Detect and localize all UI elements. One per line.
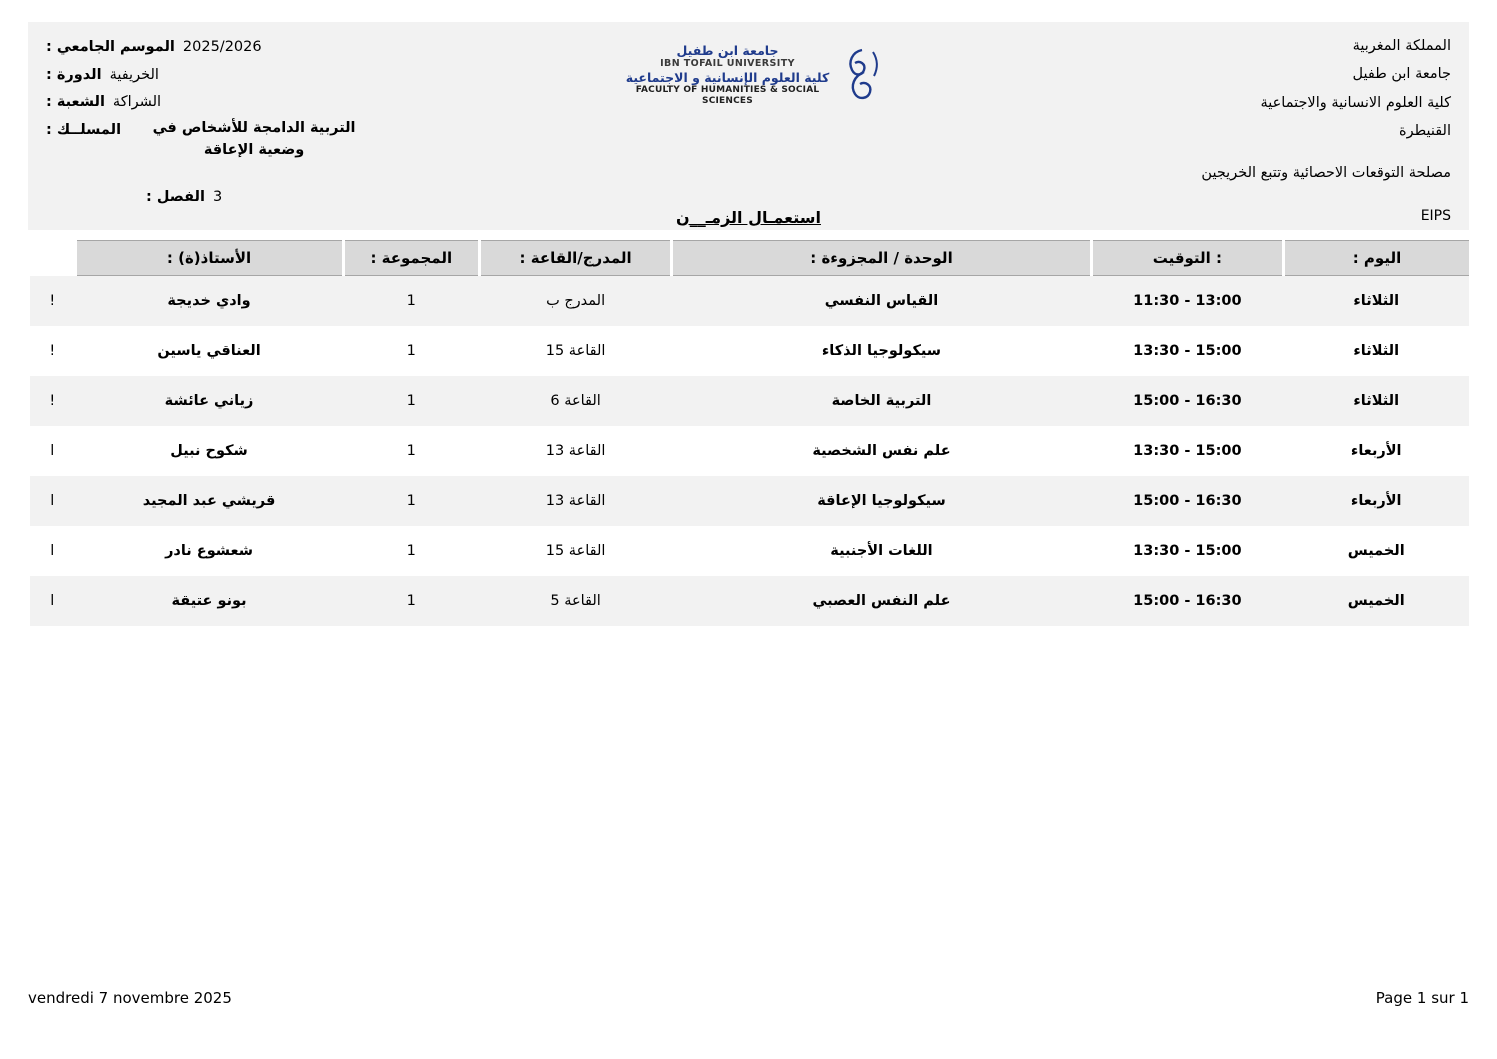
cell-room: القاعة 15 xyxy=(545,543,606,559)
session-value: الخريفية xyxy=(109,66,159,83)
cell-day: الأربعاء xyxy=(1350,443,1402,459)
cell-professor: وادي خديجة xyxy=(167,293,251,309)
table-row xyxy=(30,426,1470,476)
cell-professor: شكوح نبيل xyxy=(170,443,248,459)
timetable-header-row xyxy=(30,241,1470,276)
table-row xyxy=(30,276,1470,327)
cell-professor: شعشوع نادر xyxy=(165,543,253,559)
institution-line-4: القنيطرة xyxy=(1398,122,1451,139)
session-label: الدورة : xyxy=(46,66,102,83)
column-header-unit: الوحدة / المجزوءة : xyxy=(672,241,1092,276)
institution-line-5: مصلحة التوقعات الاحصائية وتتبع الخريجين xyxy=(1201,165,1451,182)
cell-margin-mark: ! xyxy=(49,343,56,359)
cell-time: 13:30 - 15:00 xyxy=(1133,543,1242,559)
institution-line-3: كلية العلوم الانسانية والاجتماعية xyxy=(1260,94,1451,111)
cell-professor: زياني عائشة xyxy=(164,393,254,409)
institution-line-2: جامعة ابن طفيل xyxy=(1352,66,1451,83)
cell-time: 13:30 - 15:00 xyxy=(1133,343,1242,359)
institution-code: EIPS xyxy=(1420,208,1451,224)
cell-group: 1 xyxy=(406,293,416,309)
institution-line-1: المملكة المغربية xyxy=(1352,38,1451,54)
track-value: التربية الدامجة للأشخاص في وضعية الإعاقة xyxy=(152,119,356,159)
cell-room: القاعة 15 xyxy=(545,343,606,359)
institution-block xyxy=(1061,32,1451,187)
table-row xyxy=(30,376,1470,426)
cell-group: 1 xyxy=(406,493,416,509)
cell-professor: بونو عتيقة xyxy=(171,593,247,609)
cell-margin-mark: ا xyxy=(50,593,55,609)
timetable xyxy=(28,240,1469,626)
cell-margin-mark: ا xyxy=(50,493,55,509)
cell-group: 1 xyxy=(406,543,416,559)
cell-margin-mark: ا xyxy=(50,543,55,559)
cell-day: الخميس xyxy=(1347,543,1405,559)
track-row xyxy=(46,117,446,162)
page-title: استعمـال الزمـ__ن xyxy=(676,208,821,227)
semester-value: 3 xyxy=(212,188,223,205)
column-header-day: اليوم : xyxy=(1283,241,1469,276)
cell-room: القاعة 5 xyxy=(550,593,601,609)
document-header xyxy=(28,22,1469,230)
university-logo xyxy=(614,40,884,110)
cell-day: الأربعاء xyxy=(1350,493,1402,509)
cell-room: القاعة 6 xyxy=(550,393,601,409)
cell-time: 11:30 - 13:00 xyxy=(1133,293,1242,309)
cell-professor: قريشي عبد المجيد xyxy=(142,493,276,509)
cell-room: المدرج ب xyxy=(546,293,606,309)
table-row xyxy=(30,526,1470,576)
cell-unit: اللغات الأجنبية xyxy=(830,543,933,559)
branch-row xyxy=(46,89,446,117)
cell-professor: العناقي ياسين xyxy=(157,343,261,359)
cell-unit: سيكولوجيا الذكاء xyxy=(821,343,942,359)
logo-arabic-line-2: كلية العلوم الإنسانية و الاجتماعية xyxy=(625,69,830,85)
column-header-spacer xyxy=(30,241,76,276)
semester-label: الفصل : xyxy=(146,188,205,205)
column-header-professor: الأستاذ(ة) : xyxy=(75,241,343,276)
logo-english-line-1: IBN TOFAIL UNIVERSITY xyxy=(660,58,795,70)
cell-unit: علم نفس الشخصية xyxy=(812,443,951,459)
column-header-room: المدرج/القاعة : xyxy=(480,241,672,276)
cell-day: الثلاثاء xyxy=(1353,343,1400,359)
table-row xyxy=(30,326,1470,376)
cell-group: 1 xyxy=(406,393,416,409)
logo-arabic-line-1: جامعة ابن طفيل xyxy=(676,42,779,58)
column-header-group: المجموعة : xyxy=(343,241,480,276)
cell-time: 15:00 - 16:30 xyxy=(1133,593,1242,609)
cell-unit: التربية الخاصة xyxy=(831,393,932,409)
cell-room: القاعة 13 xyxy=(545,493,606,509)
table-row xyxy=(30,576,1470,626)
cell-day: الثلاثاء xyxy=(1353,293,1400,309)
timetable-body xyxy=(30,276,1470,627)
session-row xyxy=(46,62,446,90)
cell-margin-mark: ا xyxy=(50,443,55,459)
cell-group: 1 xyxy=(406,443,416,459)
cell-room: القاعة 13 xyxy=(545,443,606,459)
cell-group: 1 xyxy=(406,593,416,609)
cell-unit: سيكولوجيا الإعاقة xyxy=(817,493,946,509)
academic-year-value: 2025/2026 xyxy=(182,39,262,55)
logo-mark-icon xyxy=(842,46,884,104)
column-header-time: التوقيت : xyxy=(1091,241,1283,276)
cell-day: الخميس xyxy=(1347,593,1405,609)
branch-label: الشعبة : xyxy=(46,94,105,111)
semester-row xyxy=(46,184,446,212)
cell-margin-mark: ! xyxy=(49,393,56,409)
track-label: المسلــك : xyxy=(46,121,122,138)
table-row xyxy=(30,476,1470,526)
footer-page-number: Page 1 sur 1 xyxy=(1375,989,1469,1007)
cell-day: الثلاثاء xyxy=(1353,393,1400,409)
cell-time: 15:00 - 16:30 xyxy=(1133,493,1242,509)
course-meta-block xyxy=(46,34,446,211)
academic-year-label: الموسم الجامعي : xyxy=(46,39,175,55)
cell-group: 1 xyxy=(406,343,416,359)
branch-value: الشراكة xyxy=(112,94,162,111)
cell-time: 13:30 - 15:00 xyxy=(1133,443,1242,459)
cell-margin-mark: ! xyxy=(49,292,56,309)
document-footer xyxy=(28,989,1469,1007)
cell-unit: علم النفس العصبي xyxy=(812,593,951,609)
cell-unit: القياس النفسي xyxy=(824,293,939,309)
footer-date: vendredi 7 novembre 2025 xyxy=(28,989,232,1007)
academic-year-row xyxy=(46,34,446,62)
logo-english-line-2: FACULTY OF HUMANITIES & SOCIAL SCIENCES xyxy=(635,85,820,107)
cell-time: 15:00 - 16:30 xyxy=(1133,393,1242,409)
